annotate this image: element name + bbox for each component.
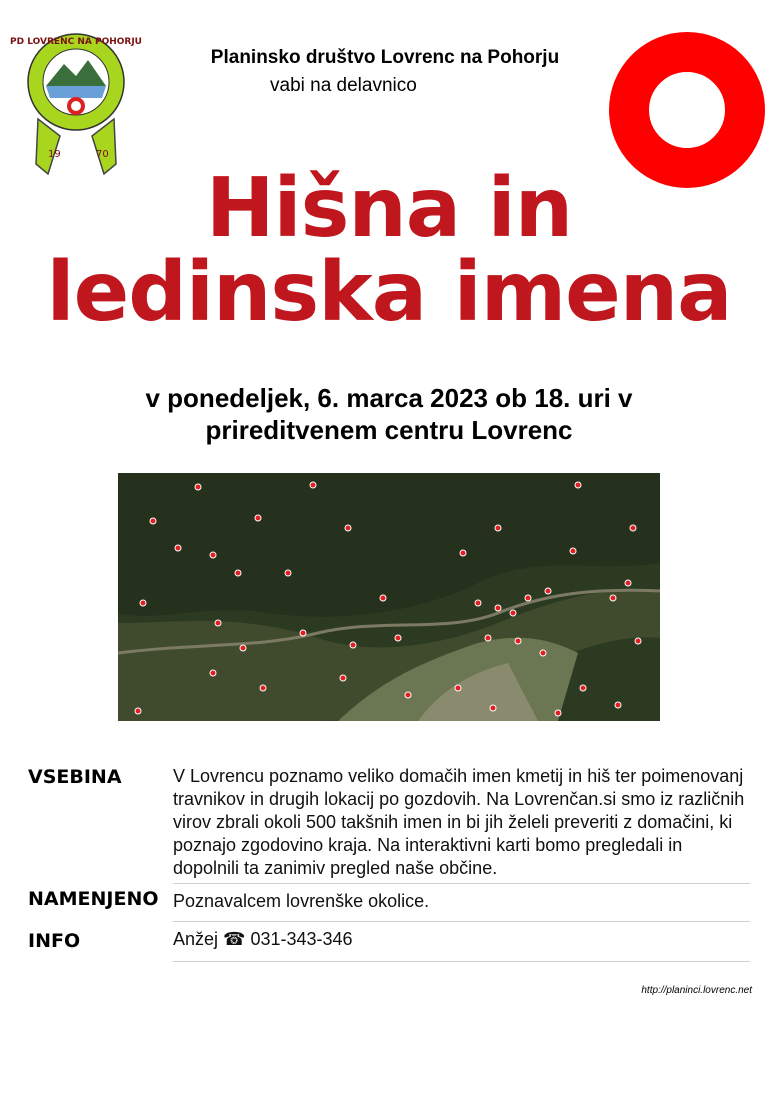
details-table [28, 762, 750, 962]
club-logo [10, 24, 142, 178]
event-when-where [40, 382, 738, 446]
title-line-2: ledinska imena [46, 245, 732, 340]
organization-name: Planinsko društvo Lovrenc na Pohorju [210, 47, 560, 68]
audience-text: Poznavalcem lovrenške okolice. [173, 891, 430, 911]
title-line-1: Hišna in [205, 161, 573, 256]
logo-ring-text: PD LOVRENC NA POHORJU [10, 37, 142, 47]
audience-label: NAMENJENO [28, 888, 159, 910]
invite-text: vabi na delavnico [270, 75, 417, 96]
footer-url: http://planinci.lovrenc.net [641, 985, 752, 996]
info-text: Anžej ☎ 031-343-346 [173, 929, 353, 949]
details-row-content [28, 762, 750, 884]
info-label: INFO [28, 930, 81, 952]
event-date-line: v ponedeljek, 6. marca 2023 ob 18. uri v [145, 383, 633, 413]
logo-year-left: 19 [48, 149, 61, 160]
red-ring-icon [607, 30, 767, 190]
event-venue-line: prireditvenem centru Lovrenc [205, 415, 573, 445]
content-label: VSEBINA [28, 766, 122, 788]
logo-year-right: 70 [96, 149, 109, 160]
content-text: V Lovrencu poznamo veliko domačih imen kmetij in hiš ter poimenovanj travnikov in drugih lokacij po gozdovih. Na Lovrenčan.si smo iz različnih virov zbrali okoli 500 takšnih imen in bi jih želeli preveriti z domačini, ki poznajo zgodovino kraja. Na interaktivni karti bomo pregledali in dopolnili ta zanimiv pregled naše občine. [173, 766, 745, 878]
details-row-audience [28, 884, 750, 922]
aerial-map-image [118, 473, 660, 721]
details-row-info [28, 922, 750, 962]
